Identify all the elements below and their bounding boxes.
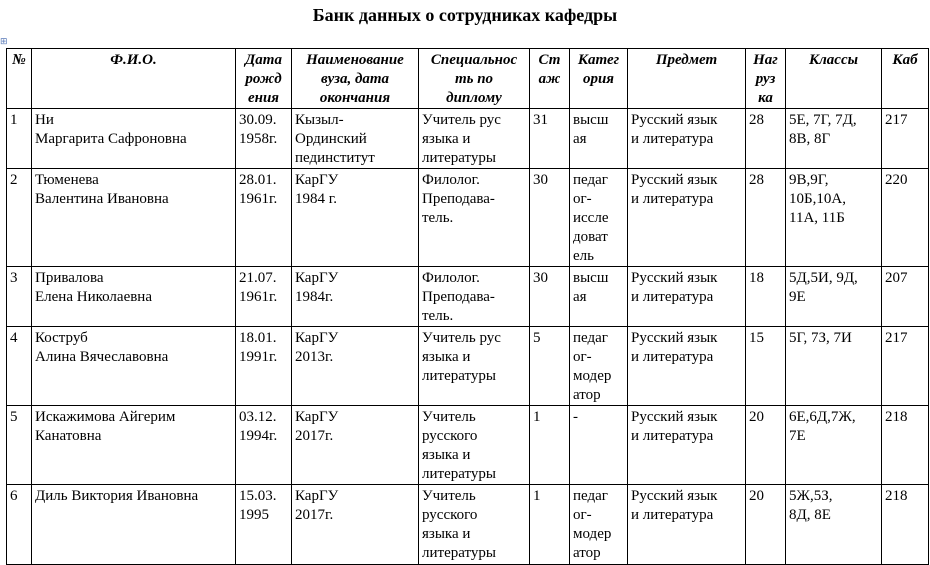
cell-number: 4	[7, 327, 32, 406]
table-row	[7, 267, 929, 327]
table-anchor-icon: ⊞	[0, 37, 8, 47]
header-classes: Классы	[786, 49, 882, 109]
cell-birth-date: 03.12. 1994г.	[236, 406, 292, 485]
cell-load: 18	[746, 267, 786, 327]
table-header-row	[7, 49, 929, 109]
cell-category: высш ая	[570, 109, 628, 169]
cell-birth-date: 15.03. 1995	[236, 485, 292, 565]
header-category: Катег ория	[570, 49, 628, 109]
table-row	[7, 169, 929, 267]
cell-experience: 31	[530, 109, 570, 169]
cell-subject: Русский язык и литература	[628, 267, 746, 327]
table-row	[7, 485, 929, 565]
cell-experience: 5	[530, 327, 570, 406]
cell-experience: 1	[530, 406, 570, 485]
cell-load: 20	[746, 406, 786, 485]
cell-room: 207	[882, 267, 929, 327]
cell-room: 218	[882, 406, 929, 485]
cell-load: 15	[746, 327, 786, 406]
cell-subject: Русский язык и литература	[628, 485, 746, 565]
cell-category: -	[570, 406, 628, 485]
cell-name: Тюменева Валентина Ивановна	[32, 169, 236, 267]
cell-birth-date: 18.01. 1991г.	[236, 327, 292, 406]
cell-classes: 9В,9Г, 10Б,10А, 11А, 11Б	[786, 169, 882, 267]
cell-name: Диль Виктория Ивановна	[32, 485, 236, 565]
cell-specialty: Учитель рус языка и литературы	[419, 327, 530, 406]
cell-university: КарГУ 2013г.	[292, 327, 419, 406]
header-name: Ф.И.О.	[32, 49, 236, 109]
cell-experience: 1	[530, 485, 570, 565]
header-room: Каб	[882, 49, 929, 109]
cell-room: 220	[882, 169, 929, 267]
header-subject: Предмет	[628, 49, 746, 109]
cell-category: высш ая	[570, 267, 628, 327]
cell-load: 28	[746, 169, 786, 267]
cell-university: КарГУ 1984 г.	[292, 169, 419, 267]
cell-number: 2	[7, 169, 32, 267]
cell-number: 5	[7, 406, 32, 485]
cell-load: 28	[746, 109, 786, 169]
cell-category: педаг ог- иссле доват ель	[570, 169, 628, 267]
cell-category: педаг ог- модер атор	[570, 485, 628, 565]
cell-subject: Русский язык и литература	[628, 327, 746, 406]
cell-classes: 5Ж,5З, 8Д, 8Е	[786, 485, 882, 565]
cell-birth-date: 30.09. 1958г.	[236, 109, 292, 169]
cell-specialty: Учитель рус языка и литературы	[419, 109, 530, 169]
cell-name: Коструб Алина Вячеславовна	[32, 327, 236, 406]
header-number: №	[7, 49, 32, 109]
cell-experience: 30	[530, 267, 570, 327]
cell-classes: 5Е, 7Г, 7Д, 8В, 8Г	[786, 109, 882, 169]
cell-subject: Русский язык и литература	[628, 406, 746, 485]
cell-specialty: Филолог. Преподава- тель.	[419, 169, 530, 267]
cell-subject: Русский язык и литература	[628, 109, 746, 169]
cell-classes: 5Г, 7З, 7И	[786, 327, 882, 406]
cell-specialty: Филолог. Преподава- тель.	[419, 267, 530, 327]
cell-room: 217	[882, 327, 929, 406]
cell-university: КарГУ 2017г.	[292, 406, 419, 485]
cell-room: 217	[882, 109, 929, 169]
cell-name: Ни Маргарита Сафроновна	[32, 109, 236, 169]
cell-birth-date: 21.07. 1961г.	[236, 267, 292, 327]
staff-table	[6, 48, 929, 565]
table-row	[7, 327, 929, 406]
cell-specialty: Учитель русского языка и литературы	[419, 406, 530, 485]
cell-load: 20	[746, 485, 786, 565]
table-row	[7, 406, 929, 485]
cell-birth-date: 28.01. 1961г.	[236, 169, 292, 267]
cell-category: педаг ог- модер атор	[570, 327, 628, 406]
table-row	[7, 109, 929, 169]
cell-classes: 6Е,6Д,7Ж, 7Е	[786, 406, 882, 485]
document-title: Банк данных о сотрудниках кафедры	[312, 5, 618, 25]
cell-name: Привалова Елена Николаевна	[32, 267, 236, 327]
header-load: Наг руз ка	[746, 49, 786, 109]
cell-university: Кызыл- Ординский пединститут	[292, 109, 419, 169]
header-experience: Ст аж	[530, 49, 570, 109]
cell-name: Искажимова Айгерим Канатовна	[32, 406, 236, 485]
header-birth-date: Дата рожд ения	[236, 49, 292, 109]
cell-number: 3	[7, 267, 32, 327]
cell-specialty: Учитель русского языка и литературы	[419, 485, 530, 565]
cell-classes: 5Д,5И, 9Д, 9Е	[786, 267, 882, 327]
cell-number: 1	[7, 109, 32, 169]
cell-number: 6	[7, 485, 32, 565]
header-university: Наименование вуза, дата окончания	[292, 49, 419, 109]
cell-university: КарГУ 1984г.	[292, 267, 419, 327]
cell-room: 218	[882, 485, 929, 565]
cell-university: КарГУ 2017г.	[292, 485, 419, 565]
cell-subject: Русский язык и литература	[628, 169, 746, 267]
cell-experience: 30	[530, 169, 570, 267]
header-specialty: Специальнос ть по диплому	[419, 49, 530, 109]
